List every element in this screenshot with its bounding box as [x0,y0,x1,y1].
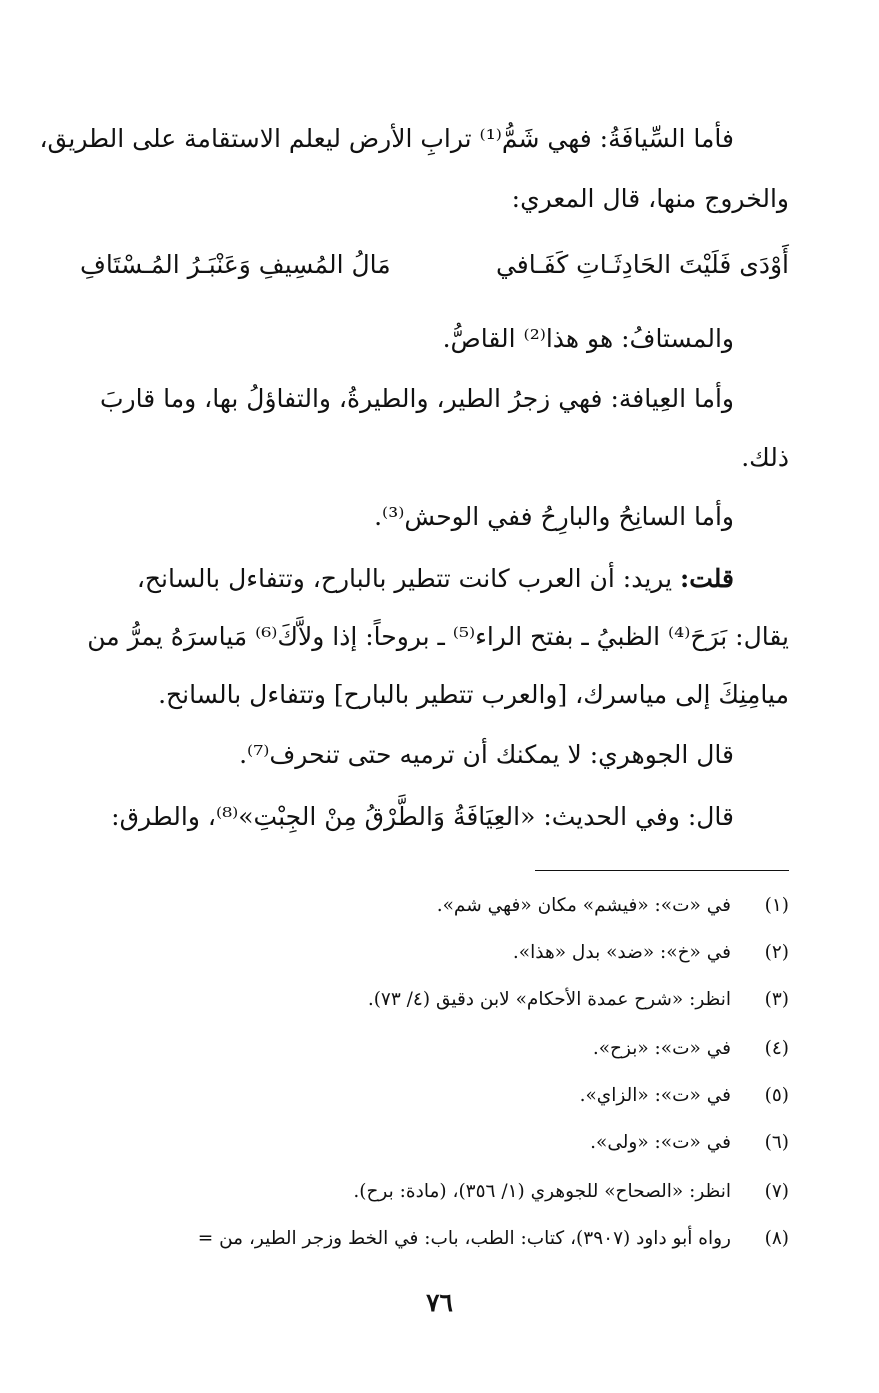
footnote-number: (٣) [764,989,789,1010]
footnote-text: في «ت»: «ولى». [590,1132,731,1153]
footnote-item [70,1081,789,1111]
footnote-item [70,1128,789,1158]
footnote-separator [535,870,789,871]
paragraph-iyafa-line-1: وأما العِيافة: فهي زجرُ الطير، والطيرةُ، والتفاؤلُ بها، وما قاربَ [100,384,734,413]
footnote-item [70,938,789,968]
footnote-number: (٦) [764,1132,789,1153]
footnote-number: (٥) [764,1085,789,1106]
verse-first-hemistich: أَوْدَى فَلَيْتَ الحَادِثَـاتِ كَفَـافي [495,250,789,279]
qultu-text: يريد: أن العرب كانت تتطير بالبارح، وتتفاءل بالسانح، [136,564,680,593]
paragraph-qultu-line-1 [80,562,734,596]
qultu-label: قلت: [679,564,734,593]
footnote-text: في «ت»: «بزح». [592,1038,731,1059]
footnote-text: في «ت»: «الزاي». [579,1085,731,1106]
footnote-number: (١) [764,895,789,916]
footnote-text: في «ت»: «فيشم» مكان «فهي شم». [436,895,731,916]
poetry-verse [80,250,789,290]
paragraph-jawhari: قال الجوهري: لا يمكنك أن ترميه حتى تنحرف⁽⁷⁾. [239,740,734,769]
paragraph-mustaf: والمستافُ: هو هذا⁽²⁾ القاصُّ. [442,324,734,353]
footnote-item [70,1177,789,1207]
paragraph-sanih-barih: وأما السانِحُ والبارِحُ ففي الوحش⁽³⁾. [374,502,734,531]
paragraph-hadith: قال: وفي الحديث: «العِيَافَةُ وَالطَّرْقُ مِنْ الجِبْتِ»⁽⁸⁾، والطرق: [111,802,734,831]
footnote-text: انظر: «الصحاح» للجوهري (١/ ٣٥٦)، (مادة: برح). [353,1181,731,1202]
paragraph-siyafa-line-2: والخروج منها، قال المعري: [511,184,789,213]
footnote-number: (٨) [764,1228,789,1249]
paragraph-iyafa-line-2: ذلك. [741,443,789,472]
footnote-text: رواه أبو داود (٣٩٠٧)، كتاب: الطب، باب: في الخط وزجر الطير، من = [197,1228,731,1249]
paragraph-qultu-line-2: يقال: بَرَحَ⁽⁴⁾ الظبيُ ـ بفتح الراء⁽⁵⁾ ـ بروحاً: إذا ولاَّكَ⁽⁶⁾ مَياسرَهُ يمرُّ من [87,622,789,651]
paragraph-qultu-line-3: ميامِنِكَ إلى مياسرك، [والعرب تتطير بالبارح] وتتفاءل بالسانح. [158,680,789,709]
footnote-number: (٢) [764,942,789,963]
footnote-text: انظر: «شرح عمدة الأحكام» لابن دقيق (٤/ ٧٣). [367,989,731,1010]
footnote-number: (٤) [764,1038,789,1059]
footnote-text: في «خ»: «ضد» بدل «هذا». [512,942,731,963]
verse-second-hemistich: مَالُ المُسِيفِ وَعَنْبَـرُ المُـسْتَافِ [80,250,391,279]
paragraph-siyafa-line-1: فأما السِّيافَةُ: فهي شَمُّ⁽¹⁾ ترابِ الأرض ليعلم الاستقامة على الطريق، [39,124,734,153]
footnote-item [70,1224,789,1254]
footnote-item [70,985,789,1015]
footnote-number: (٧) [764,1181,789,1202]
footnote-item [70,891,789,921]
page-number: ٧٦ [426,1288,453,1317]
footnote-item [70,1034,789,1064]
